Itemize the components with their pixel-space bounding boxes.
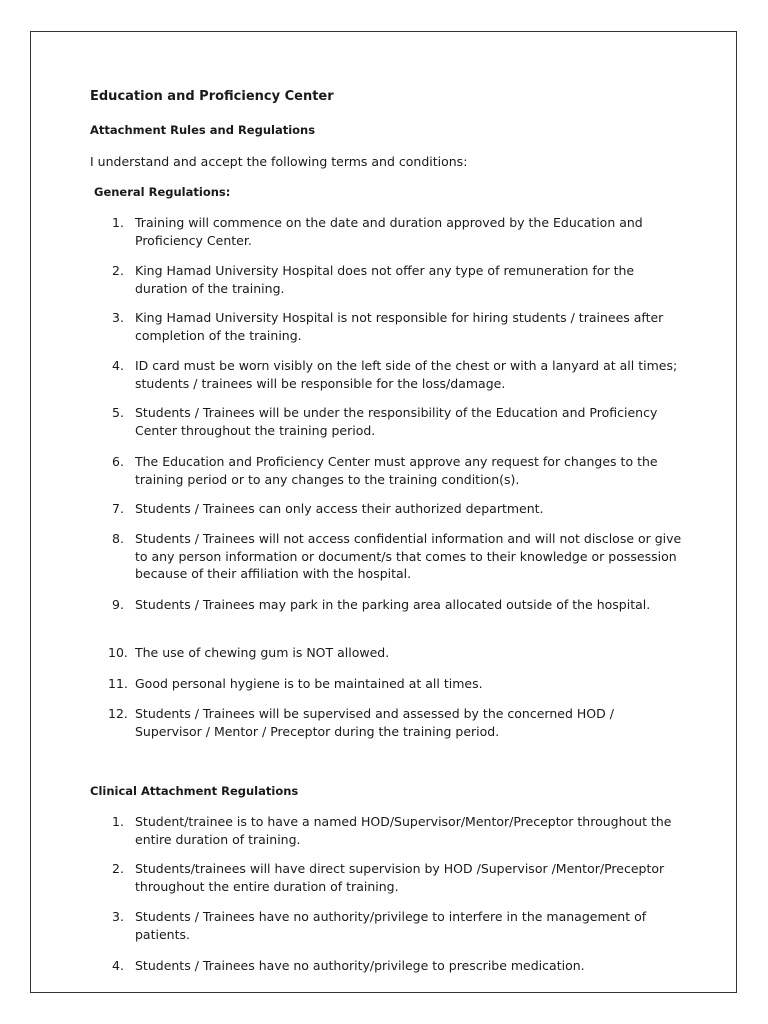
list-item [90,214,690,249]
document-subtitle: Attachment Rules and Regulations [90,123,316,137]
item-number: 3. [112,909,124,924]
item-number: 3. [112,310,124,325]
item-text: ID card must be worn visibly on the left side of the chest or with a lanyard at all times; students / trainees will be responsible for the loss/damage. [135,358,678,391]
item-number: 11. [108,676,128,691]
item-number: 8. [112,531,124,546]
item-text: Students / Trainees have no authority/privilege to interfere in the management of patients. [135,909,647,942]
list-item [90,705,690,740]
general-regulations-heading: General Regulations: [94,185,231,199]
item-number: 1. [112,215,124,230]
item-text: The Education and Proficiency Center must approve any request for changes to the training period or to any changes to the training condition(s). [135,454,658,487]
item-text: Good personal hygiene is to be maintained at all times. [135,676,483,691]
item-text: Student/trainee is to have a named HOD/Supervisor/Mentor/Preceptor throughout the entire duration of training. [135,814,672,847]
list-item [90,357,690,392]
document-title: Education and Proficiency Center [90,89,334,104]
item-number: 5. [112,405,124,420]
list-item [90,644,690,662]
list-item [90,453,690,488]
list-item [90,404,690,439]
list-item [90,957,690,975]
list-item [90,860,690,895]
item-text: Students / Trainees have no authority/privilege to prescribe medication. [135,958,585,973]
list-item [90,500,690,518]
item-number: 9. [112,597,124,612]
item-number: 2. [112,861,124,876]
clinical-regulations-heading: Clinical Attachment Regulations [90,784,299,798]
list-item [90,813,690,848]
list-item [90,309,690,344]
intro-text: I understand and accept the following terms and conditions: [90,154,468,169]
item-text: The use of chewing gum is NOT allowed. [135,645,390,660]
item-text: Students / Trainees will not access confidential information and will not disclose or give to any person information or document/s that comes to their knowledge or possession because of their affiliation with the hospital. [135,531,682,581]
item-text: Training will commence on the date and duration approved by the Education and Proficiency Center. [135,215,643,248]
item-text: Students/trainees will have direct supervision by HOD /Supervisor /Mentor/Preceptor throughout the entire duration of training. [135,861,665,894]
list-item [90,262,690,297]
list-item [90,908,690,943]
item-number: 4. [112,958,124,973]
item-text: King Hamad University Hospital does not offer any type of remuneration for the duration of the training. [135,263,635,296]
item-number: 10. [108,645,128,660]
list-item [90,596,690,614]
item-number: 12. [108,706,128,721]
item-number: 1. [112,814,124,829]
item-text: Students / Trainees may park in the parking area allocated outside of the hospital. [135,597,651,612]
list-item [90,530,690,583]
item-number: 6. [112,454,124,469]
item-text: Students / Trainees will be under the responsibility of the Education and Proficiency Center throughout the training period. [135,405,658,438]
item-number: 2. [112,263,124,278]
item-text: Students / Trainees can only access their authorized department. [135,501,544,516]
list-item [90,675,690,693]
item-text: King Hamad University Hospital is not responsible for hiring students / trainees after completion of the training. [135,310,664,343]
item-number: 7. [112,501,124,516]
item-text: Students / Trainees will be supervised and assessed by the concerned HOD / Supervisor / Mentor / Preceptor during the training period. [135,706,614,739]
item-number: 4. [112,358,124,373]
